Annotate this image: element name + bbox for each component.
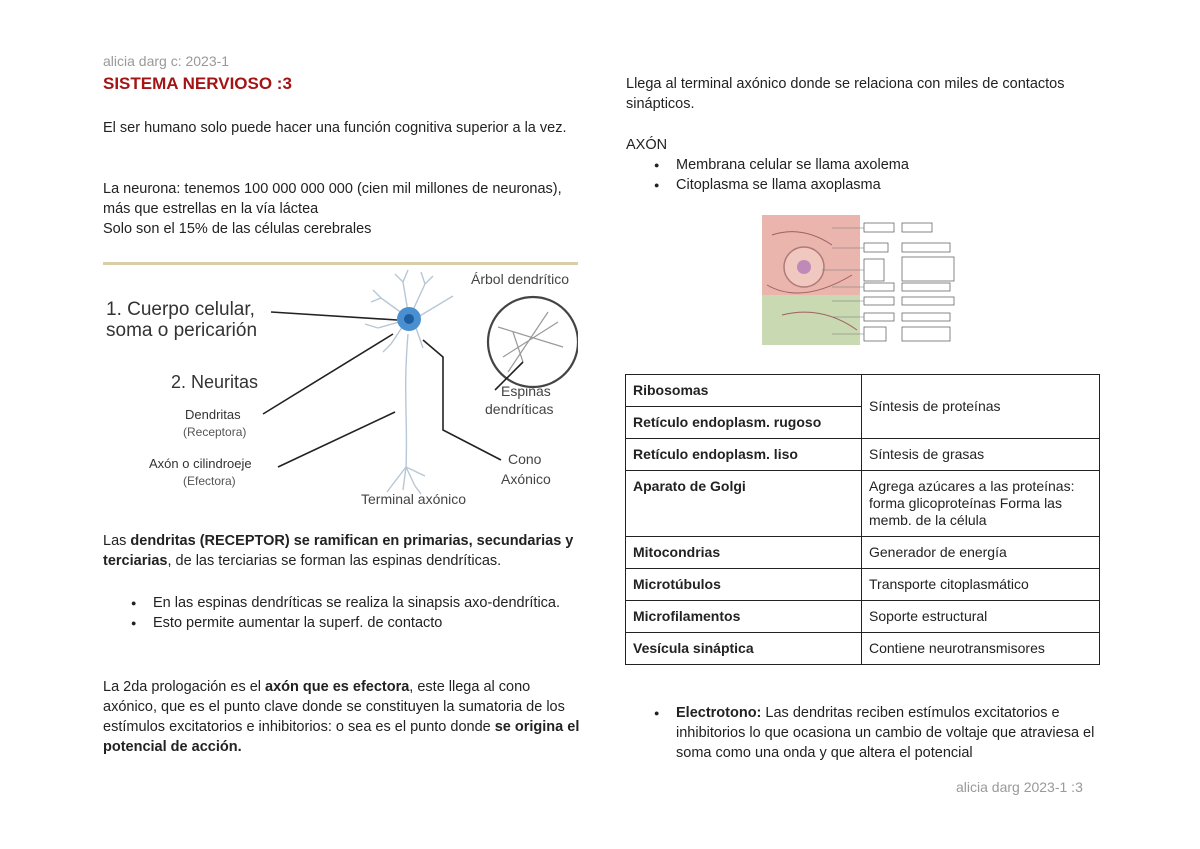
paragraph-percent: Solo son el 15% de las células cerebrales [103,221,372,237]
organelle-name: Retículo endoplasm. rugoso [626,407,862,439]
table-row [626,633,1100,665]
neuron-diagram [103,262,578,510]
label-arbol-dendritico: Árbol dendrítico [471,271,570,287]
label-dendritas: Dendritas [185,407,241,422]
table-row [626,375,1100,407]
organelle-name: Retículo endoplasm. liso [626,439,862,471]
list-item: ● Citoplasma se llama axoplasma [650,175,1090,195]
organelle-name: Microfilamentos [626,601,862,633]
organelle-name: Microtúbulos [626,569,862,601]
label-axon: Axón o cilindroeje [149,456,252,471]
label-terminal-axonico: Terminal axónico [361,491,467,507]
organelle-name: Vesícula sináptica [626,633,862,665]
page-title: SISTEMA NERVIOSO :3 [103,74,292,93]
organelle-name: Aparato de Golgi [626,471,862,537]
list-item: ● Esto permite aumentar la superf. de contacto [127,613,567,633]
label-soma: soma o pericarión [106,320,258,341]
organelle-function: Generador de energía [862,537,1100,569]
organelle-function: Síntesis de proteínas [862,375,1100,439]
label-receptora: (Receptora) [183,425,247,439]
table-row [626,439,1100,471]
cell-organelle-figure [762,215,957,353]
table-row [626,471,1100,537]
label-axonico: Axónico [501,471,551,487]
electrotono-bullets [650,703,1098,763]
paragraph-axon: La 2da prologación es el axón que es efectora, este llega al cono axónico, que es el punto clave donde se constituyen la sumatoria de los estímulos excitatorios e inhibitorios: o sea es el punto donde se origina el potencial de acción. [103,679,580,755]
organelle-function: Contiene neurotransmisores [862,633,1100,665]
dendrite-bullets [127,593,567,633]
paragraph-neuron-count: La neurona: tenemos 100 000 000 000 (cien mil millones de neuronas), más que estrellas en la vía láctea [103,181,562,217]
organelle-name: Mitocondrias [626,537,862,569]
label-dendriticas: dendríticas [485,401,554,417]
paragraph-terminal: Llega al terminal axónico donde se relaciona con miles de contactos sinápticos. [626,76,1065,112]
organelle-function: Síntesis de grasas [862,439,1100,471]
list-item: ● En las espinas dendríticas se realiza la sinapsis axo-dendrítica. [127,593,567,613]
page-header: alicia darg c: 2023-1 [103,53,230,69]
label-espinas: Espinas [501,383,551,399]
label-efectora: (Efectora) [183,474,236,488]
table-row [626,537,1100,569]
organelle-function: Transporte citoplasmático [862,569,1100,601]
list-item: ● Electrotono: Las dendritas reciben estímulos excitatorios e inhibitorios lo que ocasiona un cambio de voltaje que atraviesa el soma como una onda y que altera el potencial [650,703,1098,763]
label-cuerpo-celular: 1. Cuerpo celular, [106,299,255,320]
list-item: ● Membrana celular se llama axolema [650,155,1090,175]
organelle-function: Soporte estructural [862,601,1100,633]
label-cono: Cono [508,451,542,467]
axon-bullets [650,155,1090,195]
label-neuritas: 2. Neuritas [171,372,259,392]
axon-heading: AXÓN [626,137,668,153]
organelle-name: Ribosomas [626,375,862,407]
table-row [626,569,1100,601]
page-footer: alicia darg 2023-1 :3 [956,779,1083,795]
organelle-table [625,374,1100,665]
paragraph-cognitive: El ser humano solo puede hacer una función cognitiva superior a la vez. [103,120,567,136]
organelle-function: Agrega azúcares a las proteínas: forma glicoproteínas Forma las memb. de la célula [862,471,1100,537]
table-row [626,601,1100,633]
paragraph-dendritas: Las dendritas (RECEPTOR) se ramifican en primarias, secundarias y terciarias, de las terciarias se forman las espinas dendríticas. [103,533,574,569]
